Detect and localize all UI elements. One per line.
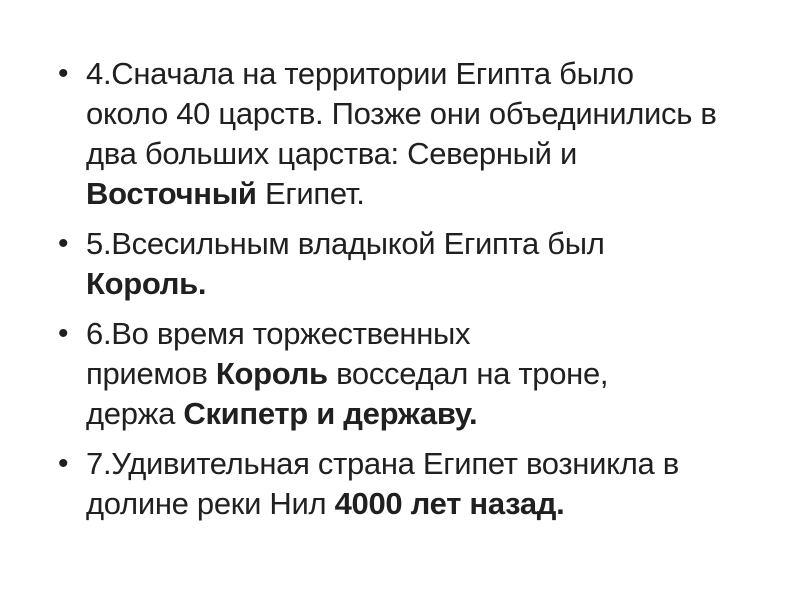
bullet-item-6: [58, 314, 778, 434]
text-line: [86, 444, 778, 484]
text-line: [86, 354, 778, 394]
bold-text-segment: 4000 лет назад.: [334, 486, 565, 521]
text-line: [86, 94, 778, 134]
bullet-item-7: [58, 444, 778, 524]
text-segment: 4.Сначала на территории Египта было: [86, 56, 634, 91]
text-segment: 5.Всесильным владыкой Египта был: [86, 226, 605, 261]
bullet-dot-icon: •: [58, 57, 69, 90]
bold-text-segment: Скипетр и державу.: [183, 396, 478, 431]
text-segment: приемов: [86, 356, 216, 391]
text-line: [86, 394, 778, 434]
text-segment: долине реки Нил: [86, 486, 335, 521]
bold-text-segment: Король: [215, 356, 328, 391]
text-line: [86, 54, 778, 94]
text-line: [86, 264, 778, 304]
bullet-dot-icon: •: [58, 227, 69, 260]
text-line: [86, 224, 778, 264]
text-segment: Египет.: [256, 176, 365, 211]
bullet-list: [58, 54, 778, 534]
bullet-dot-icon: •: [58, 317, 69, 350]
text-segment: держа: [86, 396, 184, 431]
text-segment: восседал на троне,: [327, 356, 609, 391]
text-segment: 6.Во время торжественных: [86, 316, 471, 351]
bold-text-segment: Король.: [86, 266, 207, 301]
bullet-item-4: [58, 54, 778, 214]
text-segment: два больших царства: Северный и: [86, 136, 578, 171]
text-line: [86, 134, 778, 174]
bullet-item-5: [58, 224, 778, 304]
text-line: [86, 484, 778, 524]
bold-text-segment: Восточный: [86, 176, 257, 211]
bullet-dot-icon: •: [58, 447, 69, 480]
text-line: [86, 314, 778, 354]
text-segment: около 40 царств. Позже они объединились в: [86, 96, 717, 131]
text-line: [86, 174, 778, 214]
text-segment: 7.Удивительная страна Египет возникла в: [86, 446, 679, 481]
